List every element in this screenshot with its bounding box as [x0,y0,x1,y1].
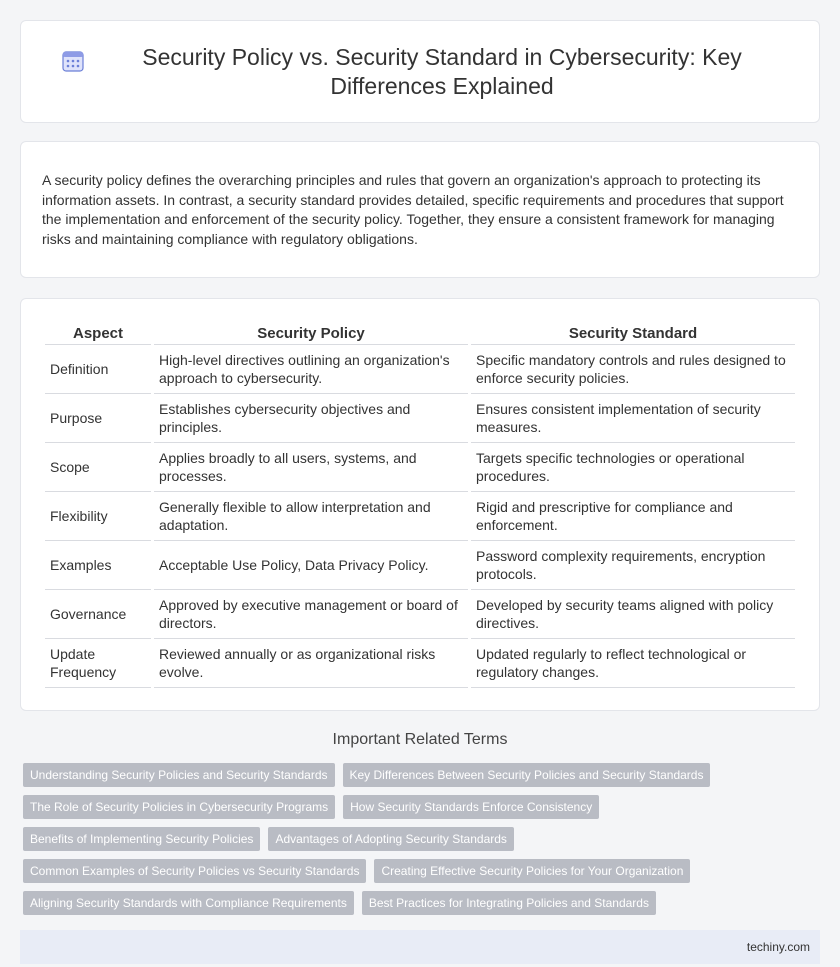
table-row [45,345,795,394]
aspect-cell: Flexibility [45,492,151,541]
table-row [45,443,795,492]
table-header-row [45,321,795,345]
standard-cell: Ensures consistent implementation of security measures. [471,394,795,443]
related-term-link[interactable]: Understanding Security Policies and Security Standards [23,763,335,787]
table-row [45,394,795,443]
policy-cell: High-level directives outlining an organization's approach to cybersecurity. [154,345,468,394]
related-term-link[interactable]: Key Differences Between Security Policies and Security Standards [343,763,711,787]
related-term-link[interactable]: Best Practices for Integrating Policies and Standards [362,891,656,915]
policy-cell: Establishes cybersecurity objectives and principles. [154,394,468,443]
standard-cell: Updated regularly to reflect technological or regulatory changes. [471,639,795,688]
related-term-link[interactable]: Advantages of Adopting Security Standards [268,827,514,851]
related-term-link[interactable]: Common Examples of Security Policies vs Security Standards [23,859,366,883]
standard-cell: Specific mandatory controls and rules designed to enforce security policies. [471,345,795,394]
comparison-card [20,298,820,711]
page-title: Security Policy vs. Security Standard in Cybersecurity: Key Differences Explained [142,43,742,99]
aspect-cell: Governance [45,590,151,639]
header-aspect: Aspect [45,321,151,345]
related-term-link[interactable]: Benefits of Implementing Security Policies [23,827,260,851]
standard-cell: Rigid and prescriptive for compliance and enforcement. [471,492,795,541]
aspect-cell: Scope [45,443,151,492]
header-security-policy: Security Policy [154,321,468,345]
header-security-standard: Security Standard [471,321,795,345]
related-terms-title: Important Related Terms [332,731,508,748]
related-term-link[interactable]: Creating Effective Security Policies for Your Organization [374,859,690,883]
policy-cell: Acceptable Use Policy, Data Privacy Policy. [154,541,468,590]
table-row [45,639,795,688]
aspect-cell: Purpose [45,394,151,443]
intro-text: A security policy defines the overarching principles and rules that govern an organization's approach to protecting its information assets. In contrast, a security standard provides detailed, specific requirements and procedures that support the implementation and enforcement of the security policy. Together, they ensure a consistent framework for managing risks and maintaining compliance with regulatory obligations. [42,172,784,247]
intro-card [20,141,820,278]
header-card [20,20,820,123]
related-term-link[interactable]: Aligning Security Standards with Compliance Requirements [23,891,354,915]
table-row [45,492,795,541]
policy-cell: Approved by executive management or board of directors. [154,590,468,639]
standard-cell: Password complexity requirements, encryption protocols. [471,541,795,590]
footer-site-link[interactable]: techiny.com [746,940,810,954]
standard-cell: Developed by security teams aligned with policy directives. [471,590,795,639]
aspect-cell: Update Frequency [45,639,151,688]
calendar-grid-icon [61,49,85,73]
policy-cell: Generally flexible to allow interpretation and adaptation. [154,492,468,541]
footer [20,930,820,964]
comparison-table [42,321,798,688]
related-terms-tags [20,763,820,915]
aspect-cell: Definition [45,345,151,394]
policy-cell: Reviewed annually or as organizational risks evolve. [154,639,468,688]
standard-cell: Targets specific technologies or operational procedures. [471,443,795,492]
related-terms-section [20,731,820,915]
header [61,43,779,101]
policy-cell: Applies broadly to all users, systems, and processes. [154,443,468,492]
table-row [45,541,795,590]
related-term-link[interactable]: The Role of Security Policies in Cybersecurity Programs [23,795,335,819]
aspect-cell: Examples [45,541,151,590]
related-term-link[interactable]: How Security Standards Enforce Consistency [343,795,599,819]
table-row [45,590,795,639]
